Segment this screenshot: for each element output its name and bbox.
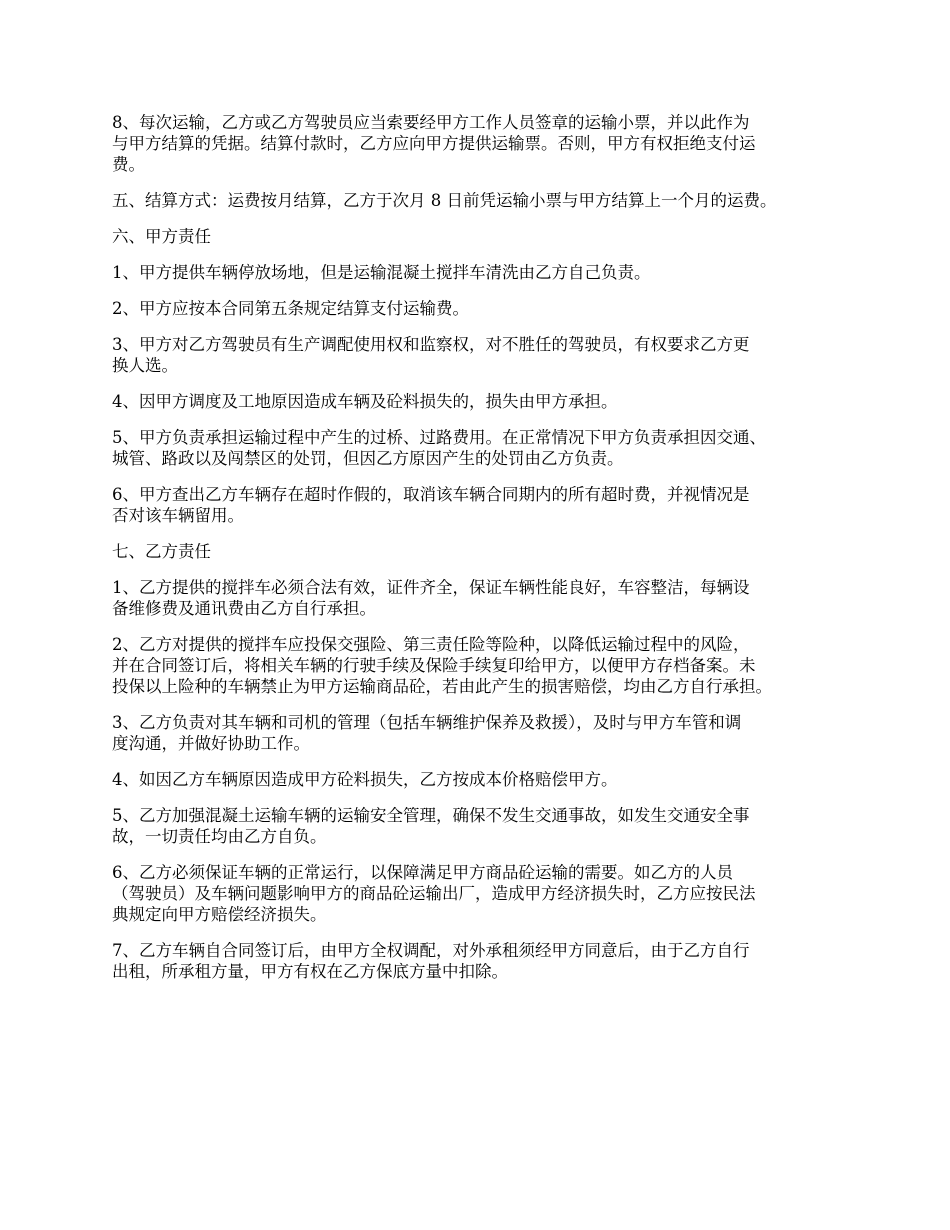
document-paragraph — [112, 427, 857, 469]
paragraph-line: 度沟通，并做好协助工作。 — [112, 734, 310, 753]
paragraph-line: 5、乙方加强混凝土运输车辆的运输安全管理，确保不发生交通事故，如发生交通安全事 — [112, 806, 750, 825]
paragraph-line: 2、甲方应按本合同第五条规定结算支付运输费。 — [112, 299, 469, 318]
paragraph-line: 备维修费及通讯费由乙方自行承担。 — [112, 599, 376, 618]
paragraph-line: 费。 — [112, 155, 145, 174]
paragraph-line: 并在合同签订后，将相关车辆的行驶手续及保险手续复印给甲方，以便甲方存档备案。未 — [112, 656, 756, 675]
document-paragraph — [112, 484, 857, 526]
document-paragraph — [112, 712, 857, 754]
paragraph-line: 与甲方结算的凭据。结算付款时，乙方应向甲方提供运输票。否则，甲方有权拒绝支付运 — [112, 134, 756, 153]
paragraph-line: 4、因甲方调度及工地原因造成车辆及砼料损失的，损失由甲方承担。 — [112, 392, 618, 411]
paragraph-line: 典规定向甲方赔偿经济损失。 — [112, 905, 327, 924]
paragraph-line: 8、每次运输，乙方或乙方驾驶员应当索要经甲方工作人员签章的运输小票，并以此作为 — [112, 113, 750, 132]
document-paragraph — [112, 769, 857, 790]
document-paragraph — [112, 226, 857, 247]
paragraph-line: 故，一切责任均由乙方自负。 — [112, 827, 327, 846]
paragraph-line: 六、甲方责任 — [112, 227, 211, 246]
paragraph-line: 6、甲方查出乙方车辆存在超时作假的，取消该车辆合同期内的所有超时费，并视情况是 — [112, 485, 750, 504]
paragraph-line: 投保以上险种的车辆禁止为甲方运输商品砼，若由此产生的损害赔偿，均由乙方自行承担。 — [112, 677, 772, 696]
paragraph-line: 4、如因乙方车辆原因造成甲方砼料损失，乙方按成本价格赔偿甲方。 — [112, 770, 618, 789]
document-paragraph — [112, 190, 857, 211]
paragraph-line: 7、乙方车辆自合同签订后，由甲方全权调配，对外承租须经甲方同意后，由于乙方自行 — [112, 941, 750, 960]
paragraph-line: 1、甲方提供车辆停放场地，但是运输混凝土搅拌车清洗由乙方自己负责。 — [112, 263, 651, 282]
paragraph-line: 城管、路政以及闯禁区的处罚，但因乙方原因产生的处罚由乙方负责。 — [112, 449, 624, 468]
paragraph-line: 3、甲方对乙方驾驶员有生产调配使用权和监察权，对不胜任的驾驶员，有权要求乙方更 — [112, 335, 750, 354]
paragraph-line: 3、乙方负责对其车辆和司机的管理（包括车辆维护保养及救援），及时与甲方车管和调 — [112, 713, 742, 732]
document-paragraph — [112, 940, 857, 982]
paragraph-line: 出租，所承租方量，甲方有权在乙方保底方量中扣除。 — [112, 962, 508, 981]
document-paragraph — [112, 298, 857, 319]
paragraph-line: （驾驶员）及车辆问题影响甲方的商品砼运输出厂，造成甲方经济损失时，乙方应按民法 — [112, 884, 756, 903]
document-paragraph — [112, 862, 857, 925]
document-paragraph — [112, 805, 857, 847]
document-paragraph — [112, 634, 857, 697]
paragraph-line: 1、乙方提供的搅拌车必须合法有效，证件齐全，保证车辆性能良好，车容整洁，每辆设 — [112, 578, 750, 597]
document-paragraph — [112, 262, 857, 283]
paragraph-line: 6、乙方必须保证车辆的正常运行，以保障满足甲方商品砼运输的需要。如乙方的人员 — [112, 863, 733, 882]
paragraph-line: 换人选。 — [112, 356, 178, 375]
paragraph-line: 七、乙方责任 — [112, 542, 211, 561]
document-paragraph — [112, 541, 857, 562]
paragraph-line: 五、结算方式：运费按月结算，乙方于次月 8 日前凭运输小票与甲方结算上一个月的运费。 — [112, 191, 777, 210]
document-paragraph — [112, 577, 857, 619]
paragraph-line: 5、甲方负责承担运输过程中产生的过桥、过路费用。在正常情况下甲方负责承担因交通、 — [112, 428, 766, 447]
document-paragraph — [112, 391, 857, 412]
document-page — [112, 112, 857, 997]
document-paragraph — [112, 334, 857, 376]
paragraph-line: 否对该车辆留用。 — [112, 506, 244, 525]
document-paragraph — [112, 112, 857, 175]
paragraph-line: 2、乙方对提供的搅拌车应投保交强险、第三责任险等险种，以降低运输过程中的风险， — [112, 635, 750, 654]
